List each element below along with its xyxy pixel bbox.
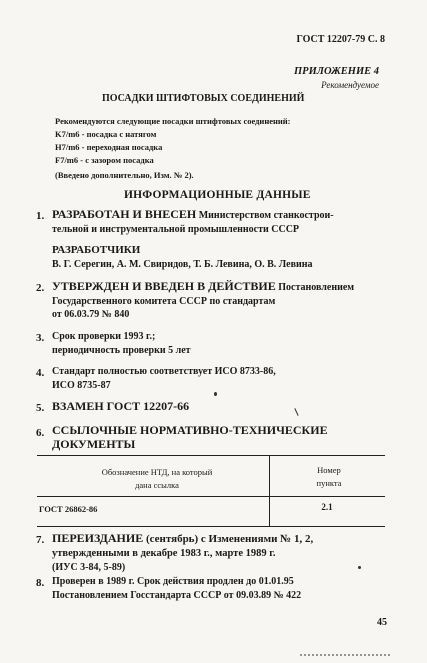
table-header-point bbox=[273, 464, 385, 490]
item7-line1 bbox=[52, 532, 313, 546]
item2-line1 bbox=[52, 280, 354, 294]
item1-rest: Министерством станкострои- bbox=[196, 210, 334, 221]
item4-line1: Стандарт полностью соответствует ИСО 8733-86, bbox=[52, 366, 276, 377]
header-text: пункта bbox=[316, 478, 342, 488]
item-number: 4. bbox=[36, 367, 45, 379]
table-cell-point: 2.1 bbox=[321, 502, 333, 512]
header-text: Номер bbox=[317, 465, 341, 475]
scan-artifact bbox=[300, 654, 390, 656]
item2-line2: Государственного комитета СССР по стандартам bbox=[52, 296, 276, 307]
fit-item: H7/m6 - переходная посадка bbox=[55, 142, 163, 152]
item-number: 1. bbox=[36, 210, 45, 222]
item-number: 5. bbox=[36, 402, 45, 414]
reference-table bbox=[37, 455, 385, 527]
item1-line2: тельной и инструментальной промышленности СССР bbox=[52, 224, 300, 235]
appendix-status: Рекомендуемое bbox=[321, 80, 379, 90]
item1-lead: РАЗРАБОТАН И ВНЕСЕН bbox=[52, 207, 197, 221]
header-text: дана ссылка bbox=[135, 480, 179, 490]
table-divider bbox=[37, 496, 385, 497]
item7-rest: (сентябрь) с Изменениями № 1, 2, bbox=[143, 533, 314, 545]
item8-line2: Постановлением Госстандарта СССР от 09.03.89 № 422 bbox=[52, 590, 302, 601]
fit-item: F7/m6 - с зазором посадка bbox=[55, 155, 154, 165]
print-speck bbox=[358, 566, 361, 569]
table-divider bbox=[269, 456, 270, 526]
item2-line3: от 06.03.79 № 840 bbox=[52, 309, 130, 320]
item-number: 2. bbox=[36, 282, 45, 294]
table-cell-document: ГОСТ 26862-86 bbox=[39, 504, 98, 514]
item2-lead: УТВЕРЖДЕН И ВВЕДЕН В ДЕЙСТВИЕ bbox=[52, 279, 276, 293]
fits-section-title: ПОСАДКИ ШТИФТОВЫХ СОЕДИНЕНИЙ bbox=[102, 93, 305, 104]
item3-line2: периодичность проверки 5 лет bbox=[52, 345, 191, 356]
item-number: 3. bbox=[36, 332, 45, 344]
print-speck bbox=[214, 392, 217, 396]
item1-line1 bbox=[52, 208, 334, 222]
item2-rest: Постановлением bbox=[275, 282, 355, 293]
item7-line3: (ИУС 3-84, 5-89) bbox=[52, 562, 126, 573]
appendix-label: ПРИЛОЖЕНИЕ 4 bbox=[294, 66, 379, 77]
table-header-document bbox=[47, 466, 267, 492]
fits-intro: Рекомендуются следующие посадки штифтовых соединений: bbox=[55, 116, 291, 126]
item5-text: ВЗАМЕН ГОСТ 12207-66 bbox=[52, 399, 190, 413]
item7-line2: утвержденными в декабре 1983 г., марте 1989 г. bbox=[52, 548, 276, 559]
developers-names: В. Г. Серегин, А. М. Свиридов, Т. Б. Левина, О. В. Левина bbox=[52, 259, 313, 270]
print-speck bbox=[294, 408, 298, 416]
fits-note: (Введено дополнительно, Изм. № 2). bbox=[55, 170, 194, 180]
item6-line1: ССЫЛОЧНЫЕ НОРМАТИВНО-ТЕХНИЧЕСКИЕ bbox=[52, 423, 328, 437]
item-number: 7. bbox=[36, 534, 45, 546]
page-number: 45 bbox=[377, 617, 387, 628]
item-number: 6. bbox=[36, 427, 45, 439]
item-number: 8. bbox=[36, 577, 45, 589]
item7-lead: ПЕРЕИЗДАНИЕ bbox=[52, 531, 144, 545]
document-header: ГОСТ 12207-79 С. 8 bbox=[296, 34, 385, 45]
fit-item: K7/m6 - посадка с натягом bbox=[55, 129, 157, 139]
item4-line2: ИСО 8735-87 bbox=[52, 380, 111, 391]
item8-line1: Проверен в 1989 г. Срок действия продлен до 01.01.95 bbox=[52, 576, 294, 587]
item6-line2: ДОКУМЕНТЫ bbox=[52, 437, 136, 451]
info-title: ИНФОРМАЦИОННЫЕ ДАННЫЕ bbox=[124, 189, 311, 201]
item3-line1: Срок проверки 1993 г.; bbox=[52, 331, 156, 342]
header-text: Обозначение НТД, на который bbox=[101, 467, 213, 477]
developers-label: РАЗРАБОТЧИКИ bbox=[52, 244, 141, 256]
